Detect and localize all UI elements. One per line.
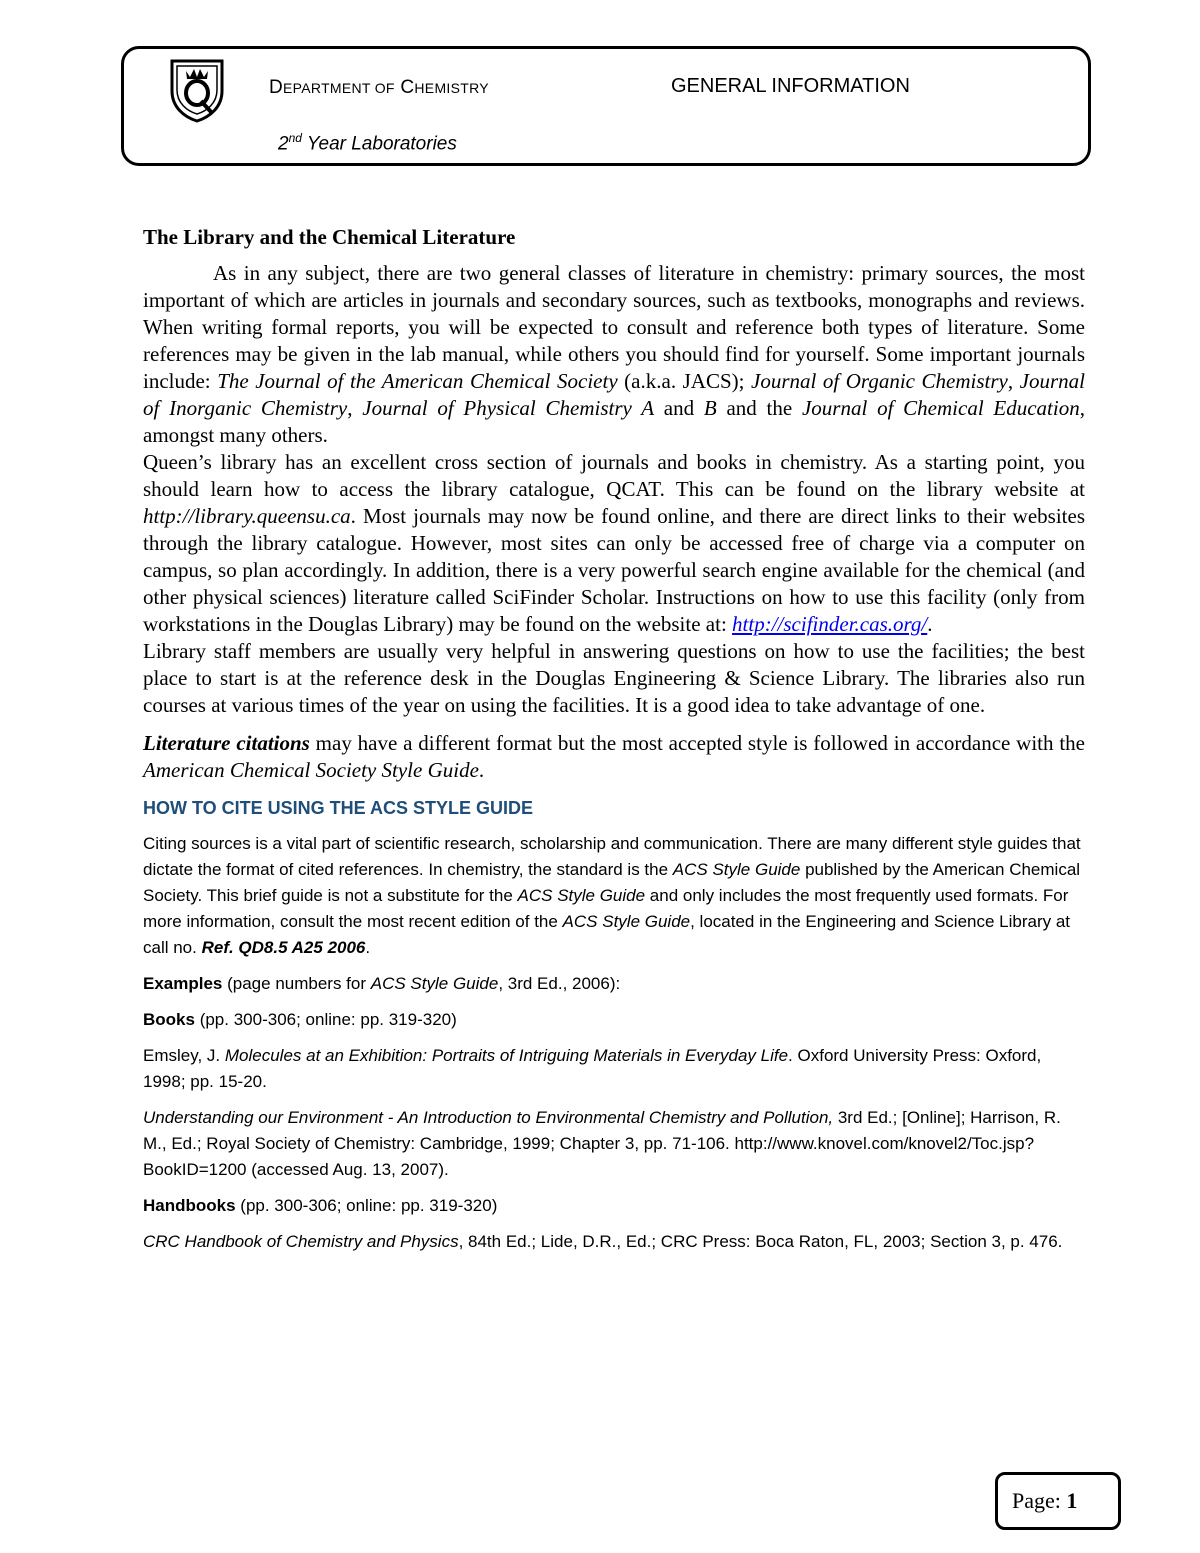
examples-line: Examples (page numbers for ACS Style Guide, 3rd Ed., 2006): [143,974,621,993]
page-header [121,46,1091,166]
general-information-title: GENERAL INFORMATION [671,75,910,97]
scifinder-link[interactable]: http://scifinder.cas.org/ [732,612,928,636]
paragraph-literature-citations: Literature citations may have a different format but the most accepted style is followed in accordance with the American Chemical Society Style Guide. [143,731,1085,782]
acs-guide-heading: HOW TO CITE USING THE ACS STYLE GUIDE [143,798,534,818]
book-example-1: Emsley, J. Molecules at an Exhibition: Portraits of Intriguing Materials in Everyday Life. Oxford University Press: Oxford, 1998; pp. 15-20. [143,1046,1042,1091]
paragraph-queens-library: Queen’s library has an excellent cross section of journals and books in chemistry. As a starting point, you should learn how to access the library catalogue, QCAT. This can be found on the library website at http://library.queensu.ca. Most journals may now be found online, and there are direct links to their websites through the library catalogue. However, most sites can only be accessed free of charge via a computer on campus, so plan accordingly. In addition, there is a very powerful search engine available for the chemical (and other physical sciences) literature called SciFinder Scholar. Instructions on how to use this facility (only from workstations in the Douglas Library) may be found on the website at: http://scifinder.cas.org/. [143,450,1085,636]
handbooks-heading: Handbooks (pp. 300-306; online: pp. 319-320) [143,1196,498,1215]
page-number-box: Page: 1 [995,1472,1121,1530]
department-title: DEPARTMENT OF CHEMISTRY [269,77,489,98]
library-url: http://library.queensu.ca [143,504,351,528]
section-title: The Library and the Chemical Literature [143,225,516,249]
paragraph-library-staff: Library staff members are usually very helpful in answering questions on how to use the facilities; the best place to start is at the reference desk in the Douglas Engineering & Science Library. The libraries also run courses at various times of the year on using the facilities. It is a good idea to take advantage of one. [143,639,1085,717]
main-content [143,225,1085,1265]
handbook-example-1: CRC Handbook of Chemistry and Physics, 84th Ed.; Lide, D.R., Ed.; CRC Press: Boca Raton, FL, 2003; Section 3, p. 476. [143,1232,1063,1251]
university-crest-icon [168,57,226,123]
page-number: 1 [1066,1488,1078,1513]
paragraph-literature-classes: As in any subject, there are two general classes of literature in chemistry: primary sources, the most important of which are articles in journals and secondary sources, such as textbooks, monographs and reviews. When writing formal reports, you will be expected to consult and reference both types of literature. Some references may be given in the lab manual, while others you should find for yourself. Some important journals include: The Journal of the American Chemical Society (a.k.a. JACS); Journal of Organic Chemistry, Journal of Inorganic Chemistry, Journal of Physical Chemistry A and B and the Journal of Chemical Education, amongst many others. [143,261,1085,447]
books-heading: Books (pp. 300-306; online: pp. 319-320) [143,1010,457,1029]
year-subtitle: 2nd Year Laboratories [278,131,457,155]
acs-intro-paragraph: Citing sources is a vital part of scientific research, scholarship and communication. There are many different style guides that dictate the format of cited references. In chemistry, the standard is the ACS Style Guide published by the American Chemical Society. This brief guide is not a substitute for the ACS Style Guide and only includes the most frequently used formats. For more information, consult the most recent edition of the ACS Style Guide, located in the Engineering and Science Library at call no. Ref. QD8.5 A25 2006. [143,834,1081,957]
book-example-2: Understanding our Environment - An Introduction to Environmental Chemistry and Pollution, 3rd Ed.; [Online]; Harrison, R. M., Ed.; Royal Society of Chemistry: Cambridge, 1999; Chapter 3, pp. 71-106. http://www.knovel.com/knovel2/Toc.jsp?BookID=1200 (accessed Aug. 13, 2007). [143,1108,1061,1179]
